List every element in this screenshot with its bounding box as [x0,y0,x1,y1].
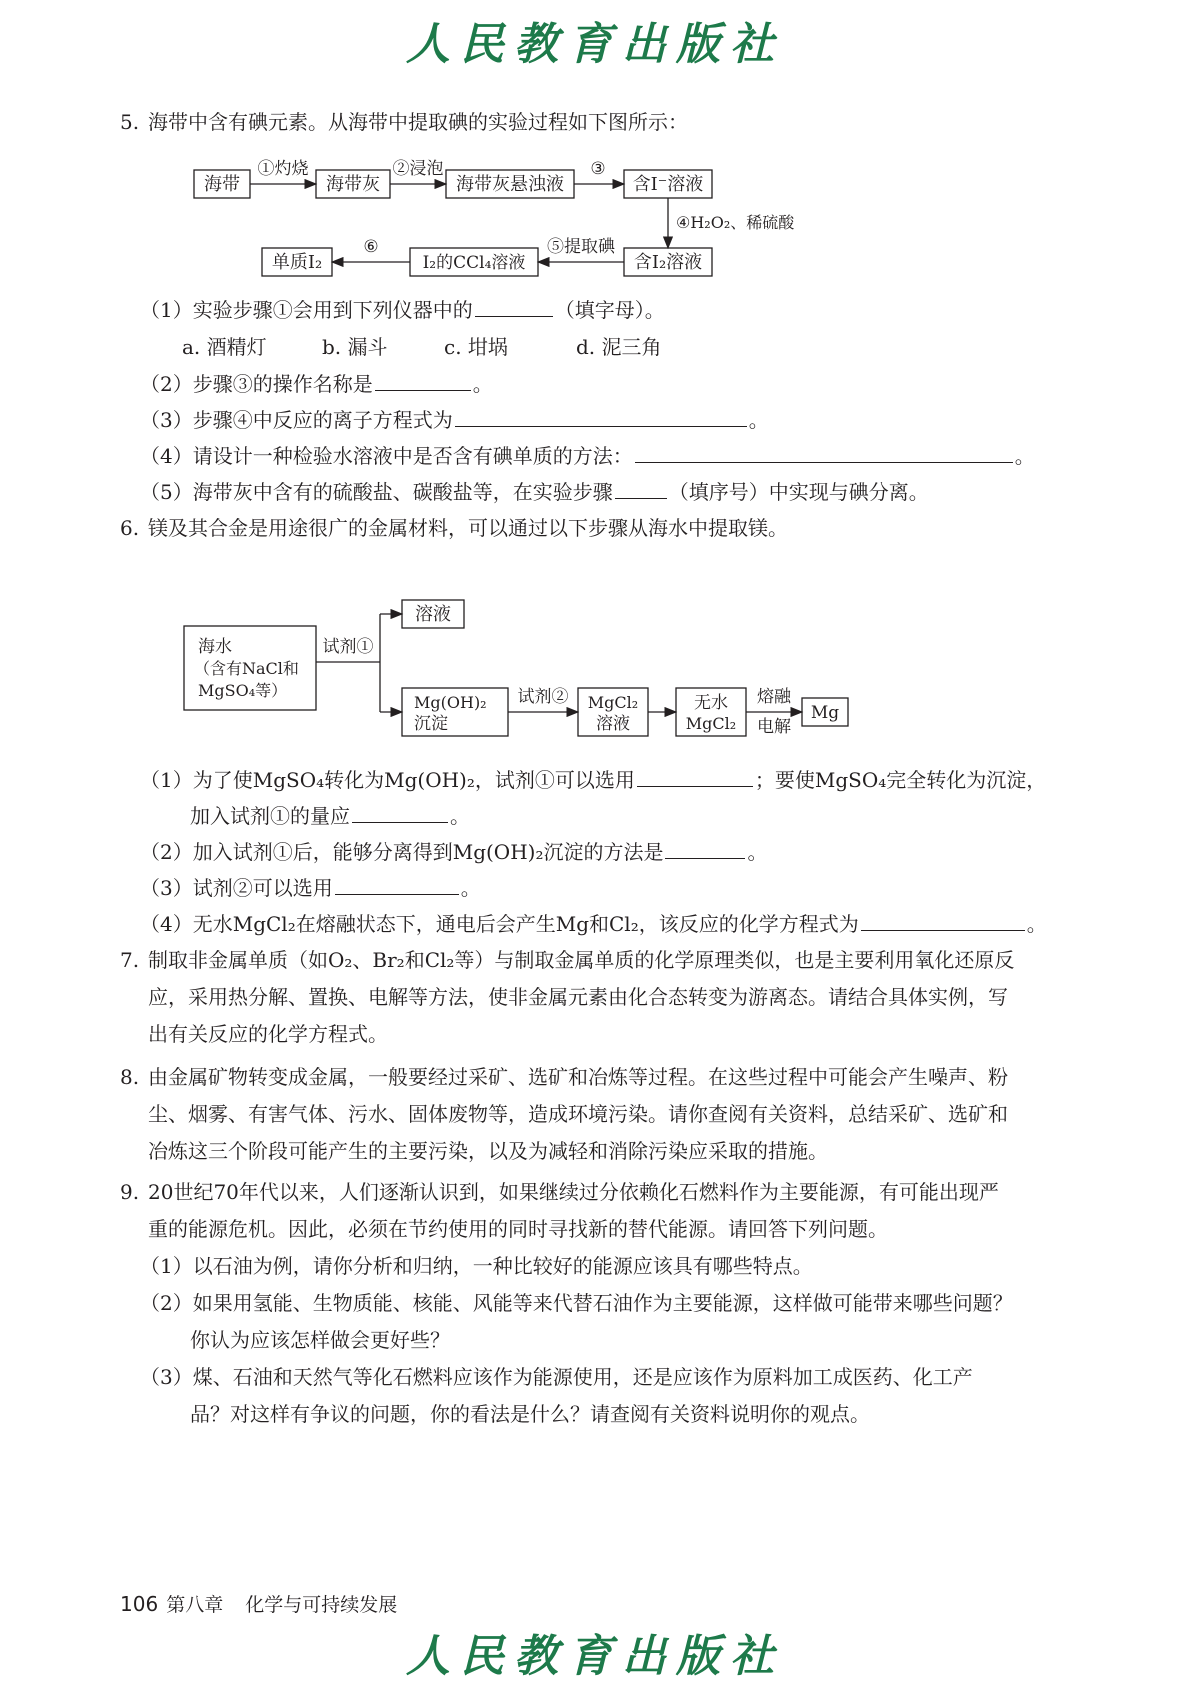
q9-sub2: （2）如果用氢能、生物质能、核能、风能等来代替石油作为主要能源，这样做可能带来哪些问题？ [140,1291,1013,1315]
flow-node-ash-label: 海带灰 [326,174,380,195]
q9-sub2-cont: 你认为应该怎样做会更好些？ [190,1328,450,1352]
flow-node-mgcl2-line1: MgCl₂ [587,693,639,712]
q6-sub4: （4）无水MgCl₂在熔融状态下，通电后会产生Mg和Cl₂，该反应的化学方程式为 。 [140,912,1047,936]
flow-node-iodine-solution-label: 含I₂溶液 [633,252,703,273]
q9-sub3: （3）煤、石油和天然气等化石燃料应该作为能源使用，还是应该作为原料加工成医药、化工产 [140,1365,973,1389]
option-d: d. 泥三角 [576,335,662,359]
flow-node-mg-label: Mg [810,703,840,723]
flow-node-precipitate-line2: 沉淀 [414,714,448,734]
q8-line: 尘、烟雾、有害气体、污水、固体废物等，造成环境污染。请你查阅有关资料，总结采矿、选矿和 [148,1102,1008,1126]
flow-node-suspension-label: 海带灰悬浊液 [456,174,564,195]
flow-node-seawater-line3: MgSO₄等） [198,681,288,700]
flow-step-2: ②浸泡 [392,159,444,179]
answer-blank[interactable] [352,802,448,823]
publisher-logo-bottom: 人民教育出版社 [406,1631,784,1682]
q5-sub2: （2）步骤③的操作名称是 。 [140,372,493,396]
flow-step-3: ③ [590,159,606,179]
q7-number: 7. [120,948,140,972]
flow-node-seawater-line1: 海水 [198,637,232,657]
flow-node-seaweed-label: 海带 [204,174,240,195]
flow-step-4: ④H₂O₂、稀硫酸 [676,213,795,232]
q5-flow-diagram [180,150,880,290]
q6-flow-diagram [180,590,900,740]
q9-sub3-cont: 品？对这样有争议的问题，你的看法是什么？请查阅有关资料说明你的观点。 [190,1402,870,1426]
page-footer [120,1590,397,1617]
q6-sub1-cont: 加入试剂①的量应 。 [190,804,470,828]
answer-blank[interactable] [375,370,471,391]
page-number: 106 [120,1592,159,1616]
q6-sub3: （3）试剂②可以选用 。 [140,876,481,900]
flow-step-5: ⑤提取碘 [547,237,615,257]
q7-line: 制取非金属单质（如O₂、Br₂和Cl₂等）与制取金属单质的化学原理类似，也是主要利用氧化还原反 [148,948,1015,972]
q9-number: 9. [120,1180,140,1204]
q5-stem: 海带中含有碘元素。从海带中提取碘的实验过程如下图所示： [148,110,688,134]
answer-blank[interactable] [455,406,747,427]
chapter-number: 第八章 [166,1594,224,1616]
q5-options [182,333,662,361]
flow-node-iodide-label: 含I⁻溶液 [632,174,704,195]
publisher-logo-top: 人民教育出版社 [406,19,784,70]
q5-sub1: （1）实验步骤①会用到下列仪器中的 （填字母）。 [140,298,665,322]
flow-node-solution-label: 溶液 [415,604,451,625]
option-a: a. 酒精灯 [182,335,267,359]
answer-blank[interactable] [475,296,553,317]
flow-reagent2: 试剂② [517,687,569,707]
q7-line: 应，采用热分解、置换、电解等方法，使非金属元素由化合态转变为游离态。请结合具体实例，写 [148,985,1008,1009]
q9-line: 20世纪70年代以来，人们逐渐认识到，如果继续过分依赖化石燃料作为主要能源，有可能出现严 [148,1180,999,1204]
q5-sub4: （4）请设计一种检验水溶液中是否含有碘单质的方法： 。 [140,444,1035,468]
flow-reagent1: 试剂① [322,637,374,657]
answer-blank[interactable] [635,442,1013,463]
flow-melt: 熔融 [757,687,791,707]
answer-blank[interactable] [637,766,753,787]
flow-node-precipitate-line1: Mg(OH)₂ [414,693,487,712]
q6-sub2: （2）加入试剂①后，能够分离得到Mg(OH)₂沉淀的方法是 。 [140,840,768,864]
q5-number: 5. [120,110,140,134]
flow-node-mgcl2-line2: 溶液 [596,714,630,734]
q6-stem: 镁及其合金是用途很广的金属材料，可以通过以下步骤从海水中提取镁。 [148,516,788,540]
option-c: c. 坩埚 [444,335,508,359]
chapter-title: 化学与可持续发展 [245,1594,398,1616]
flow-node-anhydrous-line2: MgCl₂ [685,714,737,733]
q8-line: 冶炼这三个阶段可能产生的主要污染，以及为减轻和消除污染应采取的措施。 [148,1139,828,1163]
q9-sub1: （1）以石油为例，请你分析和归纳，一种比较好的能源应该具有哪些特点。 [140,1254,813,1278]
flow-electrolysis: 电解 [757,717,791,737]
q5-sub5: （5）海带灰中含有的硫酸盐、碳酸盐等，在实验步骤 （填序号）中实现与碘分离。 [140,480,929,504]
flow-node-iodine-label: 单质I₂ [271,252,323,273]
answer-blank[interactable] [335,874,459,895]
q7-line: 出有关反应的化学方程式。 [148,1022,388,1046]
option-b: b. 漏斗 [322,335,388,359]
flow-step-1: ①灼烧 [257,159,309,179]
flow-node-anhydrous-line1: 无水 [694,693,728,713]
q8-line: 由金属矿物转变成金属，一般要经过采矿、选矿和冶炼等过程。在这些过程中可能会产生噪声、粉 [148,1065,1008,1089]
answer-blank[interactable] [665,838,745,859]
q6-sub1: （1）为了使MgSO₄转化为Mg(OH)₂，试剂①可以选用 ；要使MgSO₄完全转化为沉淀， [140,768,1047,792]
q8-number: 8. [120,1065,140,1089]
answer-blank[interactable] [861,910,1025,931]
flow-node-seawater-line2: （含有NaCl和 [194,659,299,678]
flow-node-ccl4-solution-label: I₂的CCl₄溶液 [422,253,526,273]
q5-sub3: （3）步骤④中反应的离子方程式为 。 [140,408,769,432]
q9-line: 重的能源危机。因此，必须在节约使用的同时寻找新的替代能源。请回答下列问题。 [148,1217,888,1241]
q6-number: 6. [120,516,140,540]
flow-step-6: ⑥ [363,237,379,257]
answer-blank[interactable] [615,478,667,499]
